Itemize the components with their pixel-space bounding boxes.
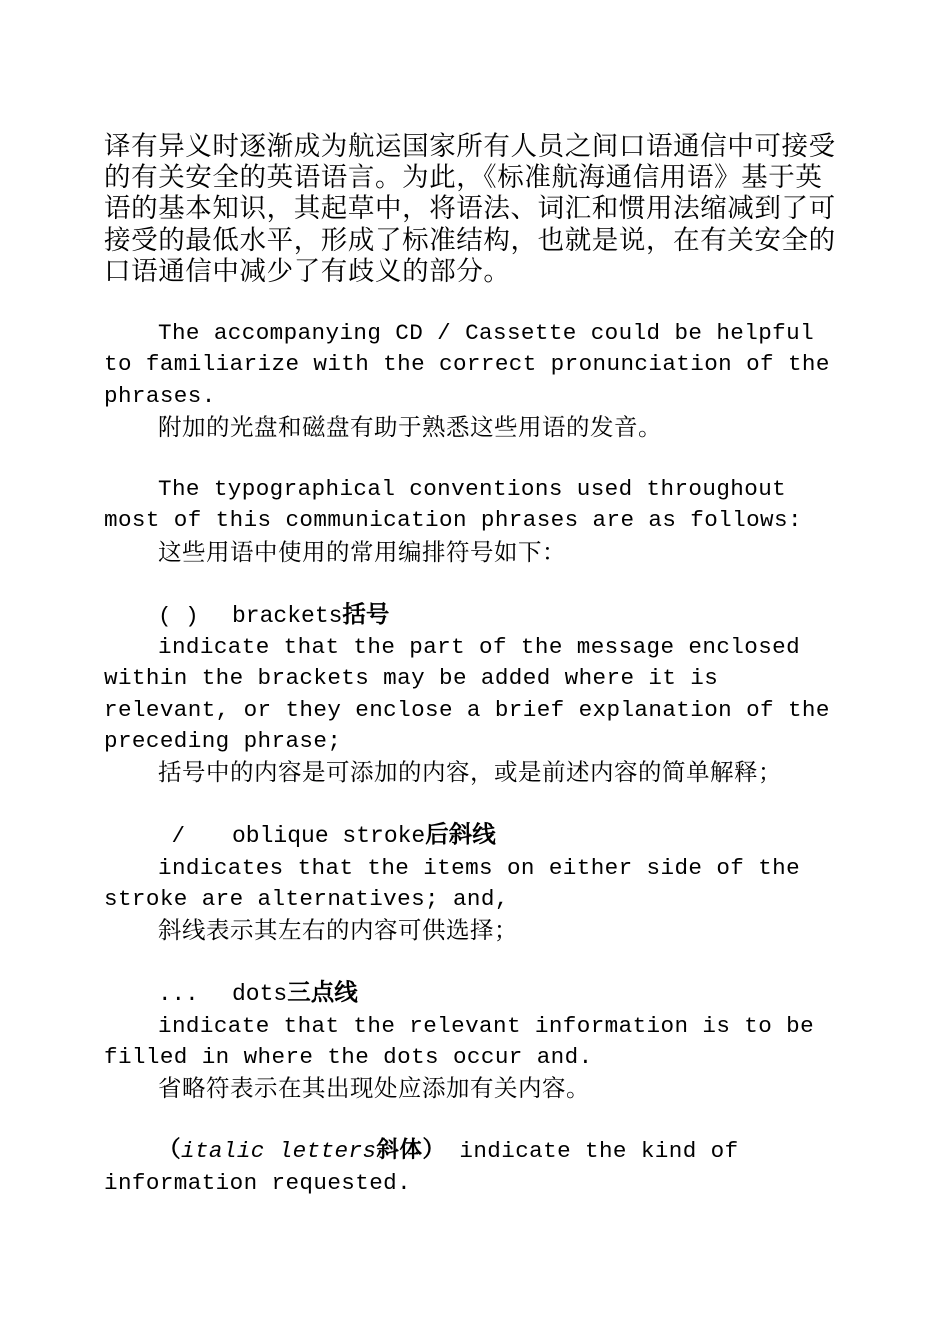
spacer (104, 788, 849, 819)
convention-heading-dots (104, 977, 849, 1010)
conventions-intro-zh: 这些用语中使用的常用编排符号如下： (158, 537, 566, 566)
convention-name-zh: 括号 (342, 600, 390, 628)
convention-symbol: ( ) (158, 603, 199, 629)
convention-name: oblique stroke (232, 823, 426, 850)
intro-paragraph-zh: 译有异义时逐渐成为航运国家所有人员之间口语通信中可接受的有关安全的英语语言。为此，《标准航海通信用语》基于英语的基本知识，其起草中，将语法、词汇和惯用法缩减到了可接受的最低水平，形成了标准结构，也就是说，在有关安全的口语通信中减少了有歧义的部分。 (104, 131, 836, 287)
convention-name-zh: 后斜线 (425, 820, 496, 849)
spacer (104, 443, 849, 474)
convention-symbol: ... (158, 981, 199, 1008)
spacer (104, 1104, 849, 1135)
spacer (104, 568, 849, 599)
spacer (104, 946, 849, 977)
convention-name: dots (232, 981, 288, 1008)
cd-paragraph-zh: 附加的光盘和磁盘有助于熟悉这些用语的发音。 (158, 412, 662, 441)
convention-heading-oblique-stroke (104, 819, 849, 852)
convention-description-zh: 省略符表示在其出现处应添加有关内容。 (158, 1074, 590, 1103)
convention-symbol: / (158, 823, 186, 850)
convention-heading-brackets (104, 599, 849, 632)
document-page (104, 131, 849, 1199)
italic-close-paren: ） (422, 1137, 446, 1164)
convention-name: brackets (232, 603, 343, 629)
italic-convention-paragraph (104, 1135, 849, 1198)
italic-zh: 斜体 (376, 1137, 423, 1164)
cd-paragraph-en: The accompanying CD / Cassette could be helpful to familiarize with the correct pronunciation of the phrases. (104, 320, 830, 409)
convention-description-zh: 斜线表示其左右的内容可供选择； (158, 916, 518, 945)
italic-open-paren: （ (158, 1137, 181, 1164)
convention-description-en: indicate that the relevant information is to be filled in where the dots occur and. (104, 1012, 815, 1070)
convention-description-zh: 括号中的内容是可添加的内容，或是前述内容的简单解释； (158, 758, 782, 787)
spacer (104, 287, 849, 318)
italic-description: indicate the kind of information requested. (104, 1138, 739, 1196)
conventions-intro-en: The typographical conventions used throughout most of this communication phrases are as follows: (104, 476, 802, 534)
convention-description-en: indicates that the items on either side of the stroke are alternatives; and, (104, 854, 801, 912)
convention-description-en: indicate that the part of the message enclosed within the brackets may be added where it is relevant, or they enclose a brief explanation of the preceding phrase; (104, 634, 830, 754)
italic-sample: italic letters (181, 1138, 377, 1165)
convention-name-zh: 三点线 (287, 978, 358, 1007)
